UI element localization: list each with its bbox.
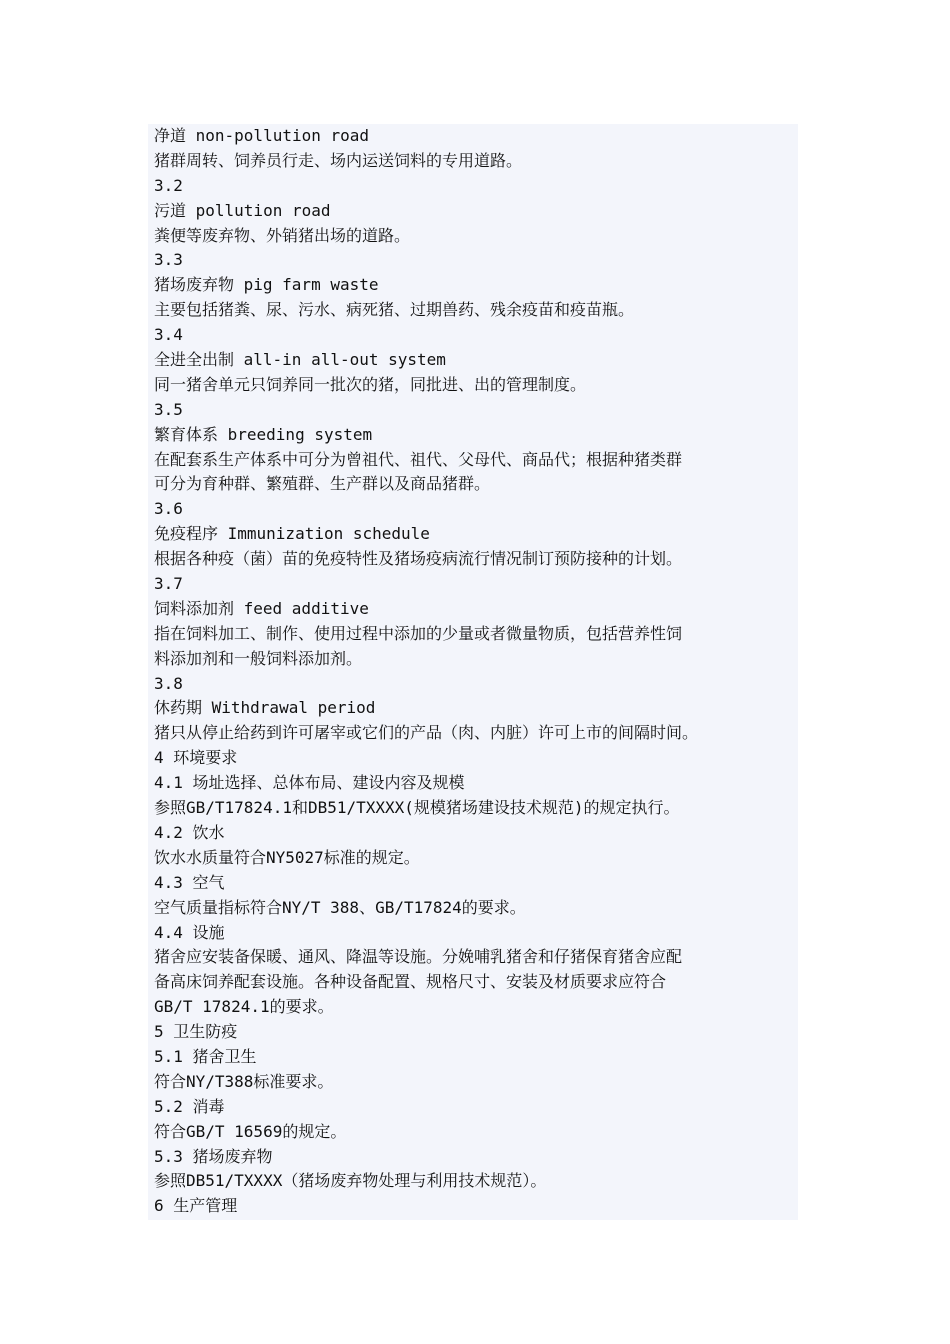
document-line: 休药期 Withdrawal period — [154, 698, 376, 718]
document-line: 符合GB/T 16569的规定。 — [154, 1121, 347, 1141]
document-line: 4.1 场址选择、总体布局、建设内容及规模 — [154, 773, 465, 793]
document-line: 可分为育种群、繁殖群、生产群以及商品猪群。 — [154, 474, 491, 494]
document-line: 4 环境要求 — [154, 748, 238, 768]
document-line: 饲料添加剂 feed additive — [154, 598, 369, 618]
document-line: 3.3 — [154, 250, 183, 270]
document-line: 在配套系生产体系中可分为曾祖代、祖代、父母代、商品代；根据种猪类群 — [154, 449, 683, 469]
document-line: 参照GB/T17824.1和DB51/TXXXX(规模猪场建设技术规范)的规定执行。 — [154, 798, 680, 818]
document-line: 3.8 — [154, 673, 183, 693]
document-line: 5 卫生防疫 — [154, 1022, 238, 1042]
document-line: 净道 non-pollution road — [154, 126, 370, 145]
document-line: 全进全出制 all-in all-out system — [154, 350, 446, 370]
document-line: 符合NY/T388标准要求。 — [154, 1071, 334, 1091]
document-line: 参照DB51/TXXXX（猪场废弃物处理与利用技术规范）。 — [154, 1171, 547, 1191]
document-line: 3.2 — [154, 175, 183, 195]
document-content-block — [148, 124, 798, 1220]
document-line: 免疫程序 Immunization schedule — [154, 524, 430, 544]
document-line: 猪舍应安装备保暖、通风、降温等设施。分娩哺乳猪舍和仔猪保育猪舍应配 — [154, 947, 683, 967]
document-line: 备高床饲养配套设施。各种设备配置、规格尺寸、安装及材质要求应符合 — [154, 972, 667, 992]
document-line: 同一猪舍单元只饲养同一批次的猪，同批进、出的管理制度。 — [154, 374, 587, 394]
document-line: 3.6 — [154, 499, 183, 519]
document-line: 繁育体系 breeding system — [154, 424, 373, 444]
document-line: 3.7 — [154, 574, 183, 594]
document-line: 饮水水质量符合NY5027标准的规定。 — [154, 847, 420, 867]
document-line: 4.2 饮水 — [154, 822, 225, 842]
document-line: 空气质量指标符合NY/T 388、GB/T17824的要求。 — [154, 897, 526, 917]
document-line: 指在饲料加工、制作、使用过程中添加的少量或者微量物质，包括营养性饲 — [154, 623, 683, 643]
document-line: 猪只从停止给药到许可屠宰或它们的产品（肉、内脏）许可上市的间隔时间。 — [154, 723, 699, 743]
document-line: 4.3 空气 — [154, 872, 225, 892]
document-line: 根据各种疫（菌）苗的免疫特性及猪场疫病流行情况制订预防接种的计划。 — [154, 549, 683, 569]
document-line: 5.1 猪舍卫生 — [154, 1046, 257, 1066]
document-line: 4.4 设施 — [154, 922, 225, 942]
document-line: 粪便等废弃物、外销猪出场的道路。 — [154, 225, 411, 245]
document-line: 5.2 消毒 — [154, 1096, 225, 1116]
document-line: 主要包括猪粪、尿、污水、病死猪、过期兽药、残余疫苗和疫苗瓶。 — [154, 300, 635, 320]
document-line: 3.4 — [154, 325, 183, 345]
document-line: 5.3 猪场废弃物 — [154, 1146, 273, 1166]
document-line: 污道 pollution road — [154, 200, 331, 220]
document-line: 猪场废弃物 pig farm waste — [154, 275, 379, 295]
document-line: 6 生产管理 — [154, 1196, 238, 1216]
document-line: 猪群周转、饲养员行走、场内运送饲料的专用道路。 — [154, 150, 523, 170]
document-line: 3.5 — [154, 399, 183, 419]
document-line: GB/T 17824.1的要求。 — [154, 997, 334, 1017]
document-text-lines — [154, 124, 796, 1219]
document-line: 料添加剂和一般饲料添加剂。 — [154, 648, 363, 668]
